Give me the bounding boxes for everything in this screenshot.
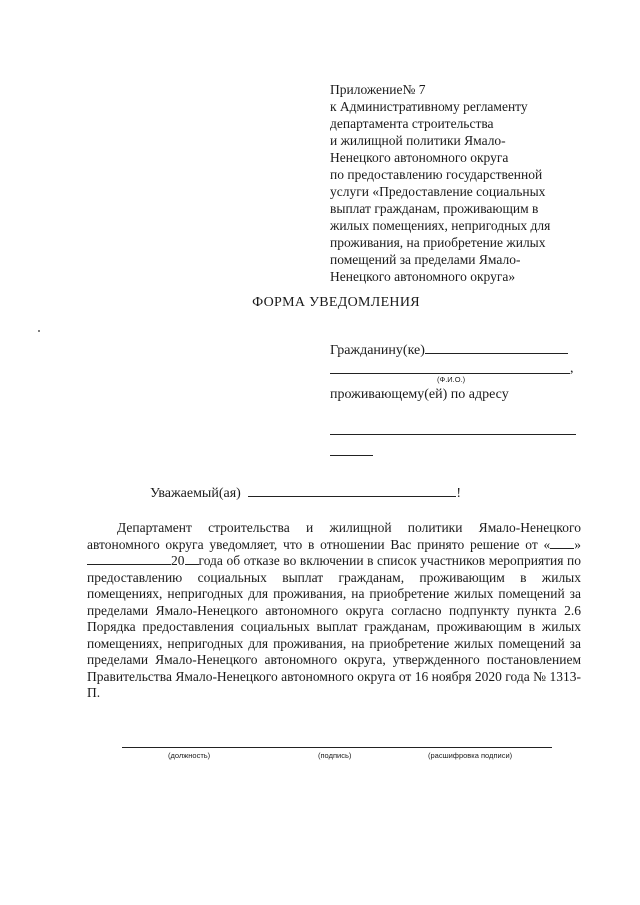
citizen-row (330, 343, 580, 363)
appendix-line: помещений за пределами Ямало- (330, 252, 521, 267)
addressee-block (330, 343, 580, 403)
appendix-line: Приложение№ 7 (330, 82, 426, 97)
citizen-label: Гражданину(ке) (330, 343, 425, 358)
address-label: проживающему(ей) по адресу (330, 387, 509, 402)
body-part-3: 20 (171, 553, 185, 568)
form-title: ФОРМА УВЕДОМЛЕНИЯ (252, 295, 420, 310)
appendix-line: по предоставлению государственной (330, 167, 543, 182)
signature-caption: (подпись) (318, 751, 352, 760)
body-part-1: Департамент строительства и жилищной политики Ямало-Ненецкого автономного округа уведомляет, что в отношении Вас принято решение от « (87, 520, 581, 552)
fio-field[interactable] (330, 363, 570, 374)
appendix-line: выплат гражданам, проживающим в (330, 201, 539, 216)
fio-row (330, 361, 580, 384)
appendix-line: к Административному регламенту (330, 99, 528, 114)
greeting-name-field[interactable] (248, 496, 456, 497)
position-caption: (должность) (168, 751, 211, 760)
appendix-line: услуги «Предоставление социальных (330, 184, 546, 199)
scan-speck (38, 330, 40, 332)
greeting-label: Уважаемый(ая) (150, 486, 241, 501)
greeting-exclamation: ! (456, 486, 461, 501)
fio-comma: , (570, 361, 574, 376)
address-field-line-1[interactable] (330, 434, 576, 435)
appendix-line: Ненецкого автономного округа» (330, 269, 516, 284)
appendix-line: проживания, на приобретение жилых (330, 235, 546, 250)
body-part-2: » (574, 536, 581, 552)
decoding-caption: (расшифровка подписи) (428, 751, 513, 760)
fio-caption: (Ф.И.О.) (437, 375, 466, 384)
greeting-row (150, 486, 461, 502)
appendix-line: и жилищной политики Ямало- (330, 133, 506, 148)
month-field[interactable] (87, 564, 171, 565)
body-part-4: года об отказе во включении в список участников мероприятия по предоставлению социальных выплат гражданам, проживающим в жилых помещениях, непригодных для проживания, на приобретение жилых помещений за пределами Ямало-Ненецкого автономного округа согласно подпункту пункта 2.6 Порядка предоставления социальных выплат гражданам, проживающим в жилых помещениях, непригодных для проживания, на приобретение жилых помещений за пределами Ямало-Ненецкого автономного округа, утвержденного постановлением Правительства Ямало-Ненецкого автономного округа от 16 ноября 2020 года № 1313-П. (87, 553, 581, 700)
day-field[interactable] (550, 548, 574, 549)
citizen-name-field[interactable] (425, 353, 568, 354)
appendix-line: департамента строительства (330, 116, 494, 131)
signature-line[interactable] (122, 747, 552, 748)
notification-body (87, 520, 581, 702)
appendix-line: жилых помещениях, непригодных для (330, 218, 551, 233)
year-field[interactable] (185, 564, 199, 565)
address-field-line-2[interactable] (330, 455, 373, 456)
appendix-header (330, 81, 590, 285)
appendix-line: Ненецкого автономного округа (330, 150, 509, 165)
